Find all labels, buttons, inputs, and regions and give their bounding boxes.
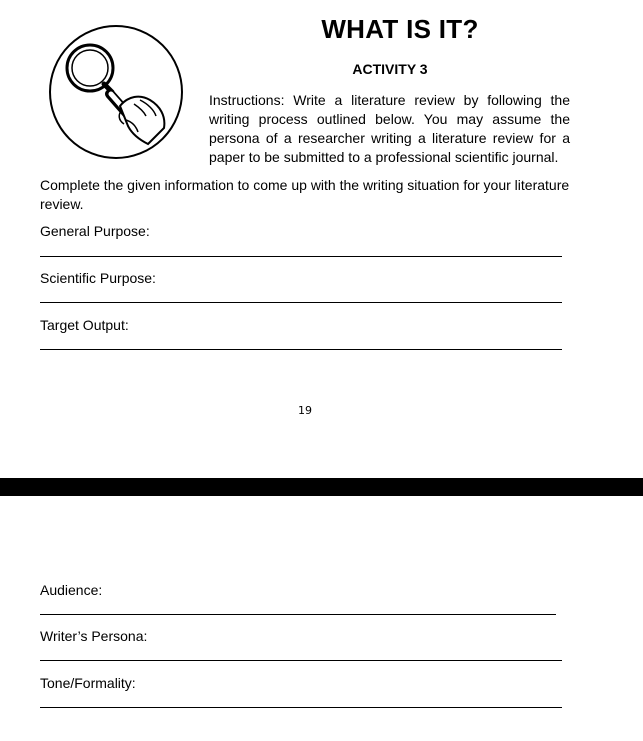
tone-formality-answer-line[interactable] <box>40 707 562 708</box>
audience-answer-line[interactable] <box>40 614 556 615</box>
writers-persona-answer-line[interactable] <box>40 660 562 661</box>
page-number: 19 <box>298 404 312 417</box>
page-title: WHAT IS IT? <box>321 14 479 44</box>
target-output-label: Target Output: <box>40 317 129 333</box>
tone-formality-label: Tone/Formality: <box>40 675 136 691</box>
magnifying-glass-hand-icon <box>48 24 184 160</box>
scientific-purpose-label: Scientific Purpose: <box>40 270 156 286</box>
scientific-purpose-answer-line[interactable] <box>40 302 562 303</box>
complete-instruction: Complete the given information to come up with the writing situation for your literature review. <box>40 177 570 212</box>
writers-persona-label: Writer’s Persona: <box>40 628 148 644</box>
general-purpose-answer-line[interactable] <box>40 256 562 257</box>
target-output-answer-line[interactable] <box>40 349 562 350</box>
instructions-text: Instructions: Write a literature review by following the writing process outlined below. You may assume the persona of a researcher writing a literature review for a paper to be submitted to a professional scientific journal. <box>209 92 570 165</box>
activity-heading: ACTIVITY 3 <box>352 61 428 77</box>
audience-label: Audience: <box>40 582 103 598</box>
general-purpose-label: General Purpose: <box>40 223 150 239</box>
page-divider <box>0 478 643 496</box>
worksheet-page-bottom <box>0 496 643 741</box>
